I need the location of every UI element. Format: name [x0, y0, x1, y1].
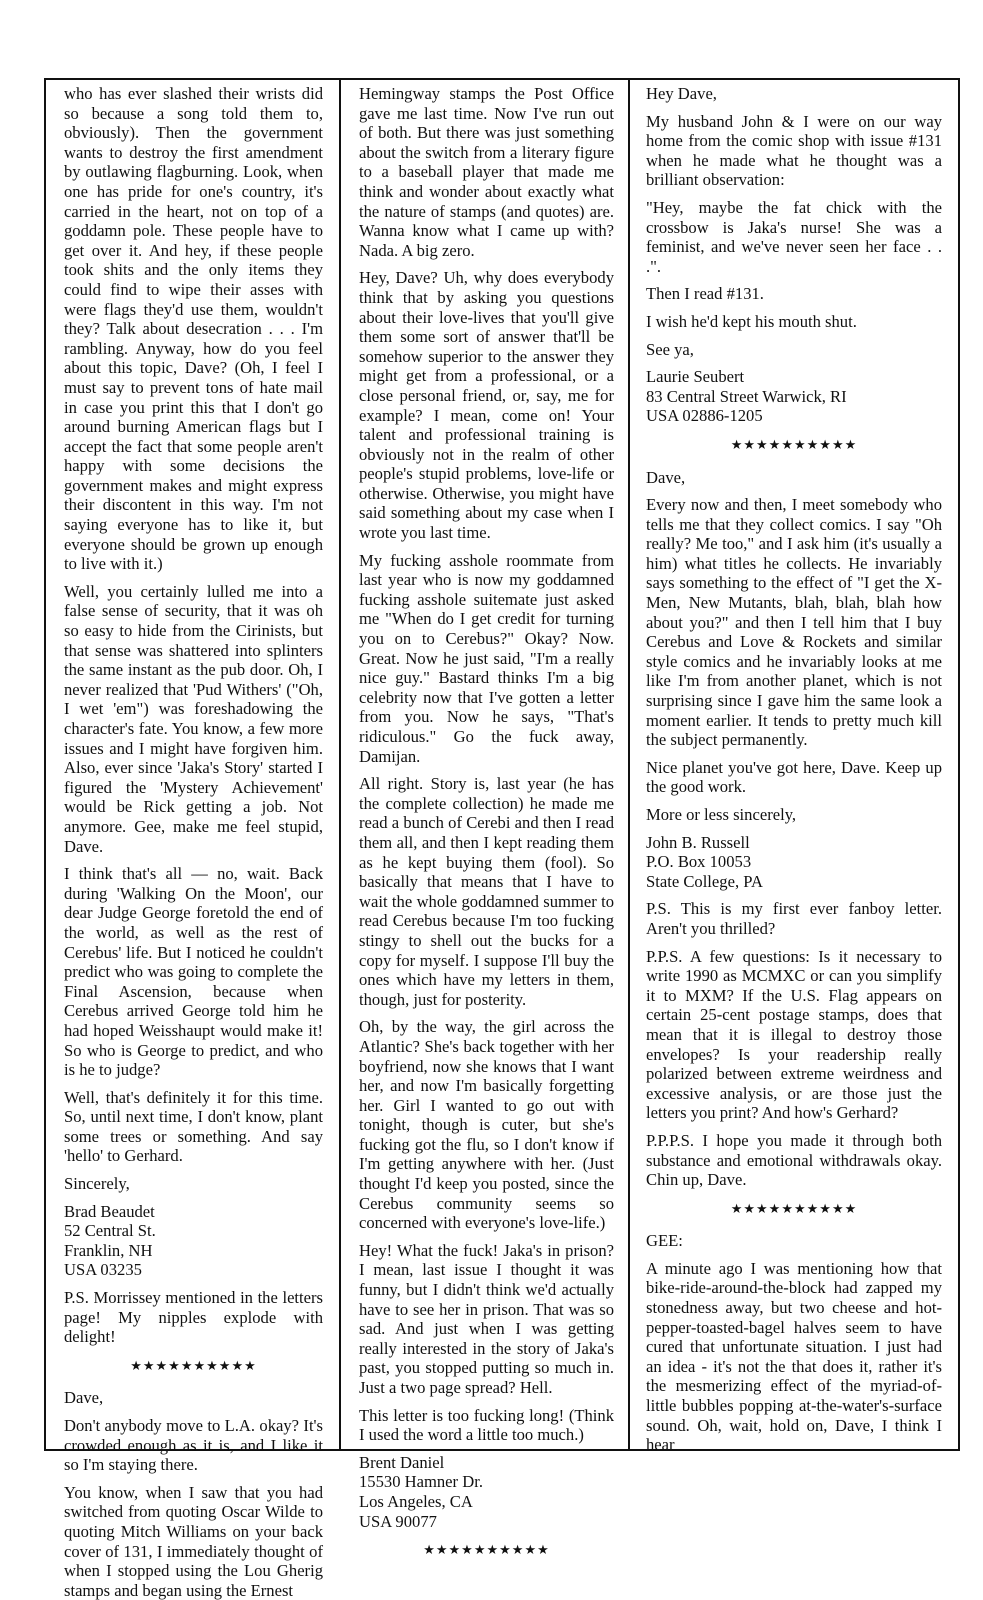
- star-divider: ★★★★★★★★★★: [423, 1543, 550, 1559]
- address-line: 52 Central St.: [64, 1221, 156, 1241]
- letter-paragraph: All right. Story is, last year (he has the complete collection) he made me read a bunch of Cerebi and then I read them all, and then I kept reading them as he kept buying them (fool). So basically that means that I have to wait the whole goddamned summer to read Cerebus because I'm too fucking stingy to shell out the bucks for a copy for myself. I suppose I'll buy the ones which have my letters in them, though, just for posterity.: [359, 774, 614, 1009]
- sender-address: [646, 833, 942, 892]
- letter-salutation: Dave,: [64, 1388, 104, 1408]
- address-line: State College, PA: [646, 871, 763, 891]
- star-divider: ★★★★★★★★★★: [130, 1358, 257, 1374]
- column-middle: [339, 80, 630, 1559]
- letter-paragraph: My fucking asshole roommate from last year who is now my goddamned fucking asshole suitemate just asked me "When do I get credit for turning you on to Cerebus?" Okay? Now. Great. Now he just said, "I'm a really nice guy." Bastard thinks I'm a big celebrity now that I've gotten a letter from you. Now he says, "That's ridiculous." Go the fuck away, Damijan.: [359, 550, 614, 766]
- address-line: Los Angeles, CA: [359, 1491, 473, 1511]
- letter-paragraph: Well, that's definitely it for this time. So, until next time, I don't know, plant some trees or something. And say 'hello' to Gerhard.: [64, 1087, 323, 1166]
- column-left: [46, 80, 337, 1600]
- address-line: Franklin, NH: [64, 1240, 153, 1260]
- address-line: John B. Russell: [646, 832, 750, 852]
- letter-paragraph: "Hey, maybe the fat chick with the crossbow is Jaka's nurse! She was a feminist, and we've never seen her face . . .".: [646, 197, 942, 276]
- column-right: [632, 80, 958, 1455]
- postscript: P.P.S. A few questions: Is it necessary to write 1990 as MCMXC or can you simplify it to MXM? If the U.S. Flag appears on certain 25-cent postage stamps, does that mean that it is illegal to destroy those envelopes? Is your readership really polarized between extreme weirdness and excessive analysis, or are those just the letters you print? And how's Gerhard?: [646, 946, 942, 1123]
- address-line: Laurie Seubert: [646, 367, 745, 387]
- star-divider: ★★★★★★★★★★: [730, 437, 858, 453]
- letter-closing: Sincerely,: [64, 1174, 130, 1194]
- letter-paragraph: who has ever slashed their wrists did so because a song told them to, obviously). Then the government wants to destroy the first amendment by outlawing flagburning. Look, when one has pride for one's country, it's carried in the heart, not on top of a goddamn pole. These people have to get over it. And hey, if these people took shits and the only items they could find to wipe their asses with were flags they'd use them, wouldn't they? Talk about desecration . . . I'm rambling. Anyway, how do you feel about this topic, Dave? (Oh, I feel I must say to prevent tons of hate mail in case you print this that I don't go around burning American flags but I accept the fact that some people aren't happy with some decisions the government makes and might express their discontent in this way. I'm not saying everyone has to like it, but everyone should be grown up enough to live with it.): [64, 84, 323, 574]
- address-line: Brad Beaudet: [64, 1201, 155, 1221]
- sender-address: [64, 1202, 323, 1280]
- letter-closing: More or less sincerely,: [646, 805, 797, 824]
- address-line: 15530 Hamner Dr.: [359, 1472, 483, 1492]
- address-line: 83 Central Street Warwick, RI: [646, 386, 847, 406]
- letter-paragraph: Then I read #131.: [646, 284, 764, 304]
- letter-paragraph: I wish he'd kept his mouth shut.: [646, 311, 857, 331]
- letter-salutation: Hey Dave,: [646, 84, 717, 103]
- postscript: P.P.P.S. I hope you made it through both substance and emotional withdrawals okay. Chin up, Dave.: [646, 1130, 942, 1190]
- letter-paragraph: Hey! What the fuck! Jaka's in prison? I mean, last issue I thought it was funny, but I didn't think we'd actually have to see her in prison. That was so sad. And just when I was getting really interested in the story of Jaka's past, you stopped putting so much in. Just a two page spread? Hell.: [359, 1240, 614, 1397]
- letter-paragraph: A minute ago I was mentioning how that bike-ride-around-the-block had zapped my stonedness away, but two cheese and hot-pepper-toasted-bagel halves seem to have cured that unfortunate situation. I just had an idea - it's not the that does it, rather it's the mesmerizing effect of the myriad-of-little bubbles popping at-the-water's-surface sound. Oh, wait, hold on, Dave, I think I hear: [646, 1258, 942, 1455]
- address-line: USA 90077: [359, 1511, 437, 1531]
- address-line: USA 03235: [64, 1260, 142, 1280]
- star-divider: ★★★★★★★★★★: [730, 1201, 858, 1217]
- address-line: Brent Daniel: [359, 1452, 445, 1472]
- letter-paragraph: Nice planet you've got here, Dave. Keep up the good work.: [646, 757, 942, 797]
- letter-closing: See ya,: [646, 339, 694, 359]
- letter-salutation: Dave,: [646, 467, 686, 487]
- letter-paragraph: My husband John & I were on our way home from the comic shop with issue #131 when he made what he thought was a brilliant observation:: [646, 111, 942, 190]
- letter-salutation: GEE:: [646, 1231, 683, 1251]
- letter-paragraph: Oh, by the way, the girl across the Atlantic? She's back together with her boyfriend, now she knows that I want her, and now I'm basically forgetting her. Girl I wanted to go out with tonight, though is cuter, but she's fucking got the flu, so I don't know if I'm getting anywhere with her. (Just thought I'd keep you posted, since the Cerebus community seems so concerned with everyone's love-life.): [359, 1017, 614, 1233]
- letter-paragraph: Well, you certainly lulled me into a false sense of security, that it was oh so easy to hide from the Cirinists, but that sense was shattered into splinters the same instant as the pub door. Oh, I never realized that 'Pud Withers' ("Oh, I wet 'em") was foreshadowing the character's fate. You know, a few more issues and I might have forgiven him. Also, ever since 'Jaka's Story' started I figured the 'Mystery Achievement' would be Rick getting a job. Not anymore. Gee, make me feel stupid, Dave.: [64, 581, 323, 856]
- letter-paragraph: You know, when I saw that you had switched from quoting Oscar Wilde to quoting Mitch Williams on your back cover of 131, I immediately thought of when I stopped using the Lou Gherig stamps and began using the Ernest: [64, 1482, 323, 1600]
- letter-paragraph: This letter is too fucking long! (Think I used the word a little too much.): [359, 1405, 614, 1445]
- address-line: USA 02886-1205: [646, 406, 763, 426]
- postscript: P.S. This is my first ever fanboy letter. Aren't you thrilled?: [646, 899, 942, 938]
- postscript: P.S. Morrissey mentioned in the letters page! My nipples explode with delight!: [64, 1288, 323, 1347]
- address-line: P.O. Box 10053: [646, 852, 752, 872]
- sender-address: [359, 1453, 614, 1531]
- sender-address: [646, 367, 942, 426]
- letter-paragraph: I think that's all — no, wait. Back during 'Walking On the Moon', our dear Judge George foretold the end of the world, as well as the rest of Cerebus' life. But I noticed he couldn't predict who was going to complete the Final Ascension, because when Cerebus arrived George told him he had hoped Weisshaupt would make it! So who is George to predict, and who is he to judge?: [64, 864, 323, 1080]
- letter-paragraph: Every now and then, I meet somebody who tells me that they collect comics. I say "Oh really? Me too," and I ask him (it's usually a him) what titles he collects. He invariably says something to the effect of "I get the X-Men, New Mutants, blah, blah, blah how about you?" and then I tell him that I buy Cerebus and Love & Rockets and similar style comics and he invariably looks at me like I'm from another planet, which is not surprising since I gave him the same look a moment earlier. It tends to pretty much kill the subject permanently.: [646, 495, 942, 750]
- letter-paragraph: Hey, Dave? Uh, why does everybody think that by asking you questions about their love-lives that you'll give them some sort of answer that'll be somehow superior to the answer they might get from a professional, or a close personal friend, or, say, me for example? I mean, come on! Your talent and professional training is obviously not in the realm of other people's stupid problems, love-life or otherwise. Otherwise, you might have said something about my case when I wrote you last time.: [359, 268, 614, 543]
- letter-paragraph: Don't anybody move to L.A. okay? It's crowded enough as it is, and I like it so I'm staying there.: [64, 1416, 323, 1475]
- letter-paragraph: Hemingway stamps the Post Office gave me last time. Now I've run out of both. But there was just something about the switch from a literary figure to a baseball player that made me think and wonder about exactly what the nature of stamps (and quotes) are. Wanna know what I came up with? Nada. A big zero.: [359, 84, 614, 260]
